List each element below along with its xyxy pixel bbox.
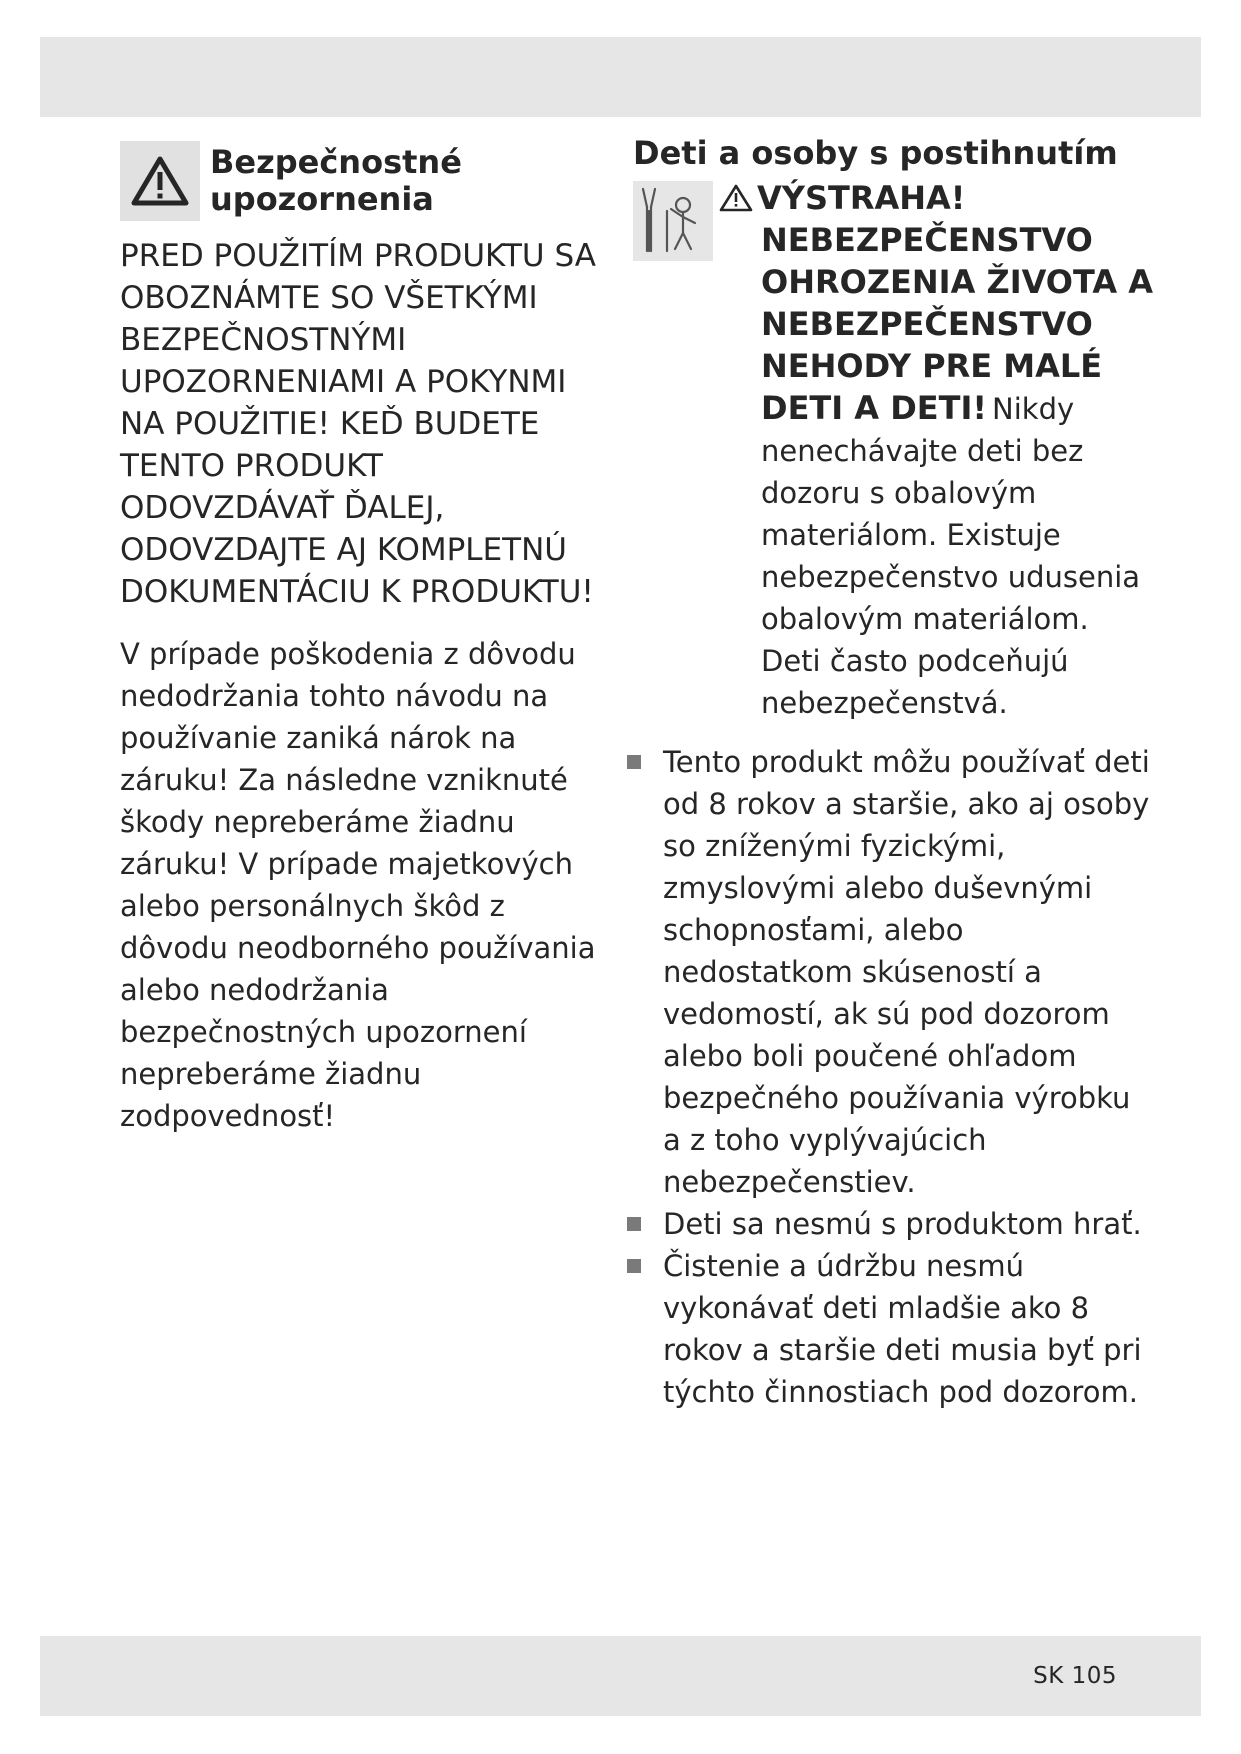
square-bullet-icon	[627, 1259, 641, 1273]
warning-normal-text: Nikdy nenechávajte deti bez dozoru s obalovým materiálom. Existuje nebezpečenstvo udusenia obalovým materiálom. Deti často podceňujú nebezpečenstvá.	[761, 392, 1141, 720]
left-column	[120, 141, 600, 1137]
list-item-text: Čistenie a údržbu nesmú vykonávať deti mladšie ako 8 rokov a staršie deti musia byť pri týchto činnostiach pod dozorom.	[663, 1249, 1142, 1409]
child-hazard-icon	[633, 181, 713, 261]
warning-text	[757, 177, 1156, 724]
section-title: Bezpečnostné upozornenia	[210, 143, 462, 218]
warning-bold-text: NEBEZPEČENSTVO OHROZENIA ŽIVOTA A NEBEZPEČENSTVO NEHODY PRE MALÉ DETI A DETI!	[761, 221, 1154, 427]
bullet-list	[623, 741, 1153, 1413]
list-item	[623, 1245, 1153, 1413]
section-heading	[120, 141, 600, 221]
list-item	[623, 741, 1153, 1203]
footer-band	[40, 1636, 1201, 1716]
header-band	[40, 37, 1201, 117]
page-number: SK 105	[1033, 1663, 1117, 1689]
list-item-text: Deti sa nesmú s produktom hrať.	[663, 1207, 1142, 1241]
square-bullet-icon	[627, 1217, 641, 1231]
list-item	[623, 1203, 1153, 1245]
warning-label: VÝSTRAHA!	[757, 179, 966, 217]
warning-heading	[719, 177, 1156, 219]
liability-text: V prípade poškodenia z dôvodu nedodržania tohto návodu na používanie zaniká nárok na záruku! Za následne vzniknuté škody nepreberáme žiadnu záruku! V prípade majetkových alebo personálnych škôd z dôvodu neodborného používania alebo nedodržania bezpečnostných upozornení nepreberáme žiadnu zodpovednosť!	[120, 637, 596, 1133]
subsection-title: Deti a osoby s postihnutím	[633, 134, 1118, 172]
right-column	[633, 133, 1153, 1413]
square-bullet-icon	[627, 755, 641, 769]
list-item-text: Tento produkt môžu používať deti od 8 rokov a staršie, ako aj osoby so zníženými fyzickými, zmyslovými alebo duševnými schopnosťami, alebo nedostatkom skúseností a vedomostí, ak sú pod dozorom alebo boli poučené ohľadom bezpečného používania výrobku a z toho vyplývajúcich nebezpečenstiev.	[663, 745, 1150, 1199]
warning-triangle-icon	[719, 183, 753, 213]
warning-triangle-icon	[120, 141, 200, 221]
caps-warning-text: PRED POUŽITÍM PRODUKTU SA OBOZNÁMTE SO VŠETKÝMI BEZPEČNOSTNÝMI UPOZORNENIAMI A POKYNMI NA POUŽITIE! KEĎ BUDETE TENTO PRODUKT ODOVZDÁVAŤ ĎALEJ, ODOVZDAJTE AJ KOMPLETNÚ DOKUMENTÁCIU K PRODUKTU!	[120, 238, 596, 610]
warning-block	[633, 177, 1153, 737]
